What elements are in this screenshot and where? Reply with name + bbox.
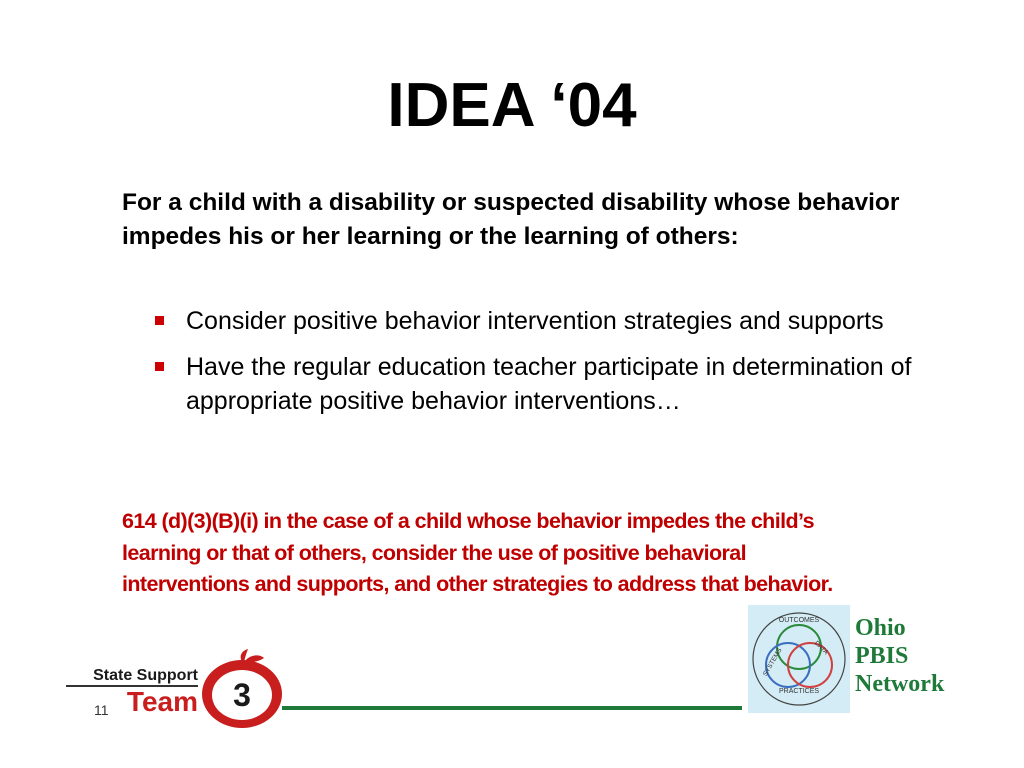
pbis-logo (748, 605, 850, 713)
circle-label-outcomes: OUTCOMES (778, 617, 820, 624)
circle-label-systems: SYSTEMS (761, 647, 784, 678)
pbis-name-line: Network (855, 671, 945, 697)
pbis-network-name (855, 614, 944, 698)
pbis-venn-icon (748, 605, 850, 713)
logo-number: 3 (233, 677, 251, 713)
slide-number: 11 (94, 702, 109, 718)
law-citation: 614 (d)(3)(B)(i) in the case of a child whose behavior impedes the child’s learning or that of others, consider the use of positive behavioral interventions and supports, and other strategies to address that behavior. (122, 509, 833, 596)
pbis-name-line: PBIS (855, 643, 909, 669)
bullet-item (122, 350, 922, 418)
bullet-text: Have the regular education teacher participate in determination of appropriate positive behavior interventions… (186, 353, 912, 415)
logo-line2: Team (126, 686, 198, 717)
square-bullet-icon (155, 362, 164, 371)
square-bullet-icon (155, 316, 164, 325)
intro-paragraph: For a child with a disability or suspected disability whose behavior impedes his or her learning or the learning of others: (122, 189, 900, 250)
apple-icon (198, 648, 286, 730)
bullet-list (122, 304, 922, 430)
circle-label-data: DATA (812, 639, 830, 657)
pbis-name-line: Ohio (855, 615, 906, 641)
circle-label-practices: PRACTICES (778, 688, 820, 695)
bullet-item (122, 304, 922, 338)
logo-line1: State Support (93, 667, 198, 684)
bullet-text: Consider positive behavior intervention strategies and supports (186, 307, 884, 335)
slide-title: IDEA ‘04 (387, 71, 637, 140)
footer-divider (282, 706, 742, 710)
